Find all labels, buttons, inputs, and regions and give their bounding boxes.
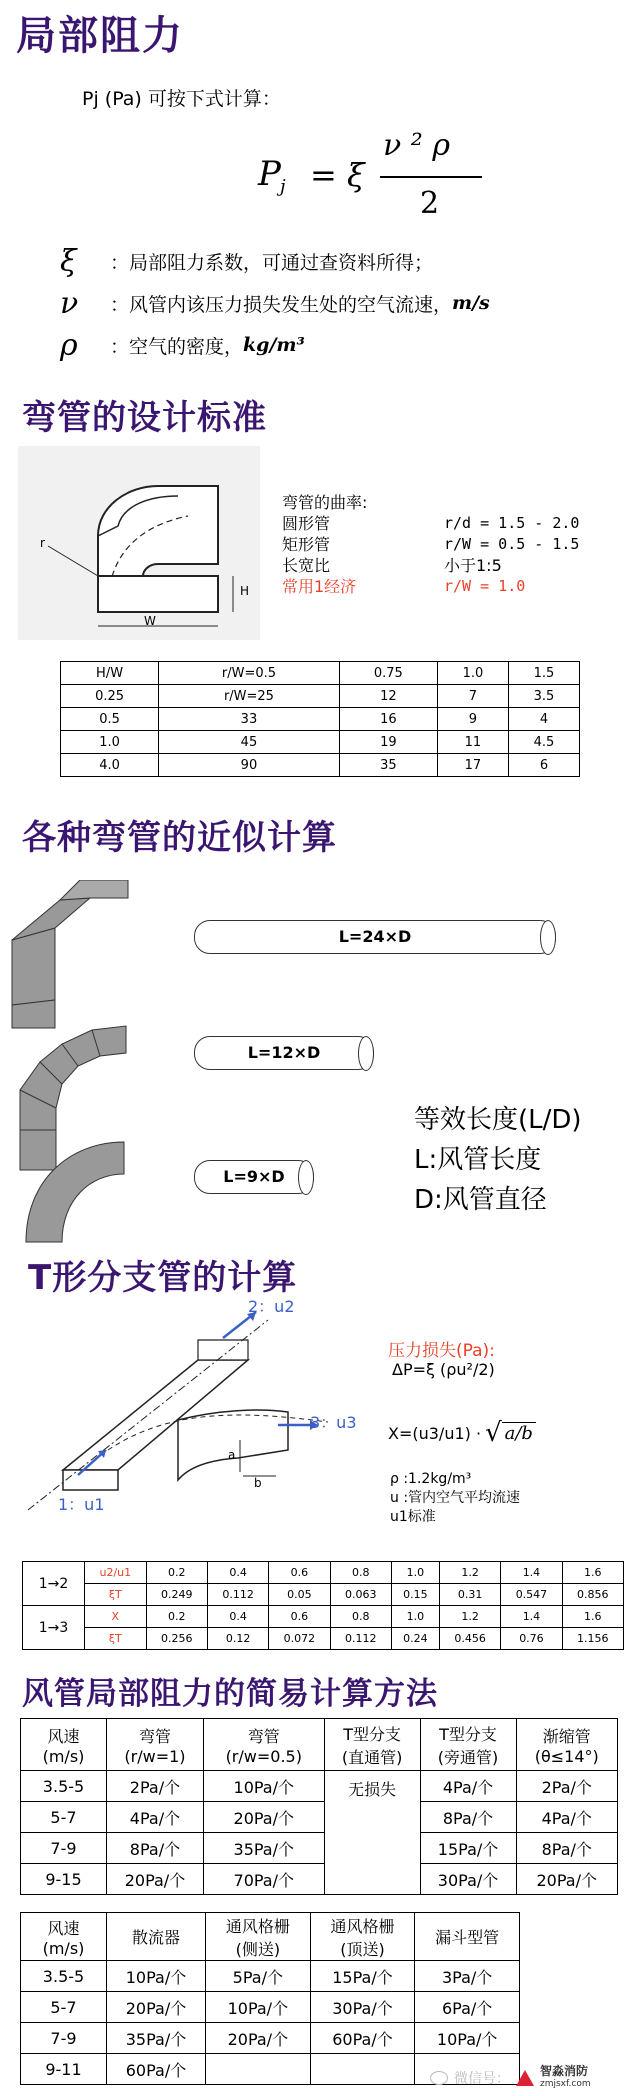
table-row bbox=[61, 662, 580, 685]
table-cell: 3Pa/个 bbox=[415, 1961, 520, 1992]
simple-method-table-1: 风速 (m/s) 弯管 (r/w=1) 弯管 (r/w=0.5) T型分支 (直通管) T型分支 (旁通管) 渐缩管 (θ≤14°) 3.5-5 2Pa/个 10Pa/个 无损失 4Pa/个 2Pa/个 5-7 4Pa/个 20Pa/个 8Pa/个 4Pa/个 7-9 8Pa/个 35Pa/个 15Pa/个 8Pa/个 9-15 20Pa/个 70Pa/个 30Pa/个 20Pa/个 bbox=[20, 1718, 618, 1895]
table-cell: 20Pa/个 bbox=[206, 2023, 311, 2054]
pipe-equivalent-12d: L=12×D bbox=[194, 1036, 374, 1070]
length-legend: 等效长度(L/D) L:风管长度 D:风管直径 bbox=[414, 1105, 582, 1215]
table-cell: 0.5 bbox=[61, 708, 159, 731]
flow-u1-label: 1：u1 bbox=[58, 1495, 105, 1514]
table-cell: 3.5 bbox=[508, 685, 579, 708]
t-branch-table: 1→2 u2/u1 0.2 0.4 0.6 0.8 1.0 1.2 1.4 1.6 ξT 0.249 0.112 0.05 0.063 0.15 0.31 0.547 0.856 1→3 X 0.2 0.4 0.6 0.8 1.0 1.2 1.4 1.6 ξT 0.256 0.12 0.072 0.112 0.24 0.456 0.76 1.156 bbox=[22, 1561, 624, 1650]
table-cell: 60Pa/个 bbox=[107, 2054, 206, 2085]
table-cell: 5Pa/个 bbox=[206, 1961, 311, 1992]
table-cell: 16 bbox=[339, 708, 437, 731]
table-row bbox=[61, 708, 580, 731]
table-cell: 17 bbox=[437, 754, 508, 777]
table-cell: 11 bbox=[437, 731, 508, 754]
elbow-figure bbox=[18, 446, 260, 640]
table-cell: 0.25 bbox=[61, 685, 159, 708]
table-cell: 33 bbox=[159, 708, 340, 731]
table-cell: 20Pa/个 bbox=[107, 1992, 206, 2023]
page-title: 局部阻力 bbox=[16, 13, 184, 59]
table-cell: H/W bbox=[61, 662, 159, 685]
pipe-equivalent-24d: L=24×D bbox=[194, 920, 556, 954]
table-cell: 6 bbox=[508, 754, 579, 777]
table-cell: 4.5 bbox=[508, 731, 579, 754]
section-title-elbow-standard: 弯管的设计标准 bbox=[22, 398, 267, 438]
dim-a-label: a bbox=[228, 1448, 236, 1462]
brand-logo-icon bbox=[516, 2070, 534, 2086]
pressure-loss-title: 压力损失(Pa): bbox=[388, 1341, 495, 1361]
table-header-cell: 通风格栅 (顶送) bbox=[310, 1913, 415, 1961]
section-title-elbow-approx: 各种弯管的近似计算 bbox=[22, 818, 337, 858]
table-cell: 4.0 bbox=[61, 754, 159, 777]
table-cell: 1.0 bbox=[61, 731, 159, 754]
t-branch-figure bbox=[18, 1297, 378, 1530]
flow-u2-label: 2：u2 bbox=[248, 1297, 295, 1316]
table-header-cell: 漏斗型管 bbox=[415, 1913, 520, 1961]
section-title-simple-method: 风管局部阻力的简易计算方法 bbox=[22, 1676, 438, 1712]
table-cell: 12 bbox=[339, 685, 437, 708]
simple-method-table-2 bbox=[20, 1912, 520, 2085]
table-cell: 10Pa/个 bbox=[107, 1961, 206, 1992]
table-row bbox=[21, 1961, 520, 1992]
table-header-cell: 通风格栅 (侧送) bbox=[206, 1913, 311, 1961]
table-row bbox=[61, 754, 580, 777]
table-cell: 0.75 bbox=[339, 662, 437, 685]
x-formula: X=(u3/u1) · √ a/b bbox=[388, 1418, 536, 1448]
elbow-diagram bbox=[18, 446, 260, 640]
pressure-loss-formula: ΔP=ξ (ρu²/2) bbox=[392, 1360, 495, 1379]
width-label: W bbox=[144, 614, 156, 628]
section-title-t-branch: T形分支管的计算 bbox=[28, 1258, 298, 1298]
definition-list bbox=[60, 240, 620, 366]
curvature-spec: 弯管的曲率: 圆形管 r/d = 1.5 - 2.0 矩形管 r/W = 0.5 - 1.5 长宽比 小于1:5 常用1经济 r/W = 1.0 bbox=[282, 493, 580, 596]
table-cell: 7 bbox=[437, 685, 508, 708]
dim-b-label: b bbox=[254, 1476, 262, 1490]
pipe-equivalent-9d: L=9×D bbox=[194, 1160, 314, 1194]
table-cell: 6Pa/个 bbox=[415, 1992, 520, 2023]
height-label: H bbox=[240, 584, 250, 598]
table-cell: 19 bbox=[339, 731, 437, 754]
group-1-2: 1→2 bbox=[23, 1562, 85, 1606]
table-cell: 3.5-5 bbox=[21, 1961, 107, 1992]
table-cell: 90 bbox=[159, 754, 340, 777]
merged-no-loss: 无损失 bbox=[324, 1771, 420, 1895]
watermark: 微信号： 智淼消防 zmjsxf.com bbox=[430, 2062, 640, 2094]
t-branch-notes: ρ :1.2kg/m³ u :管内空气平均流速 u1标准 bbox=[390, 1471, 521, 1525]
table-cell: 5-7 bbox=[21, 1992, 107, 2023]
flow-u3-label: 3：u3 bbox=[310, 1413, 357, 1432]
table-cell: 7-9 bbox=[21, 2023, 107, 2054]
main-formula: P j = ξ ν ² ρ 2 bbox=[258, 128, 518, 228]
table-cell: 30Pa/个 bbox=[310, 1992, 415, 2023]
table-row bbox=[61, 731, 580, 754]
table-cell: 1.5 bbox=[508, 662, 579, 685]
definition-item: ξ ：局部阻力系数，可通过查资料所得； bbox=[60, 243, 434, 279]
table-cell: 45 bbox=[159, 731, 340, 754]
definition-item: ρ ：空气的密度， kg/m³ bbox=[60, 327, 305, 363]
table-header-cell: 风速 (m/s) bbox=[21, 1913, 107, 1961]
definition-item: ν ：风管内该压力损失发生处的空气流速， m/s bbox=[60, 285, 490, 321]
formula-intro: Pj (Pa) 可按下式计算： bbox=[82, 88, 281, 110]
table-cell: 4 bbox=[508, 708, 579, 731]
table-cell: r/W=0.5 bbox=[159, 662, 340, 685]
table-cell bbox=[310, 2054, 415, 2085]
table-cell: 9-11 bbox=[21, 2054, 107, 2085]
table-cell: 15Pa/个 bbox=[310, 1961, 415, 1992]
table-cell: 35 bbox=[339, 754, 437, 777]
table-row bbox=[21, 2023, 520, 2054]
table-cell: r/W=25 bbox=[159, 685, 340, 708]
group-1-3: 1→3 bbox=[23, 1606, 85, 1650]
sqrt-icon: √ bbox=[485, 1418, 502, 1448]
table-cell: 10Pa/个 bbox=[415, 2023, 520, 2054]
table-cell bbox=[206, 2054, 311, 2085]
table-cell: 10Pa/个 bbox=[206, 1992, 311, 2023]
table-cell: 1.0 bbox=[437, 662, 508, 685]
table-header-row bbox=[21, 1913, 520, 1961]
table-row bbox=[21, 1992, 520, 2023]
elbow-coefficient-table bbox=[60, 661, 580, 777]
wechat-icon bbox=[430, 2071, 448, 2085]
fraction-bar bbox=[380, 176, 482, 178]
table-row bbox=[61, 685, 580, 708]
table-cell: 60Pa/个 bbox=[310, 2023, 415, 2054]
radius-label: r bbox=[40, 536, 45, 550]
table-cell: 9 bbox=[437, 708, 508, 731]
table-header-cell: 散流器 bbox=[107, 1913, 206, 1961]
table-cell: 35Pa/个 bbox=[107, 2023, 206, 2054]
